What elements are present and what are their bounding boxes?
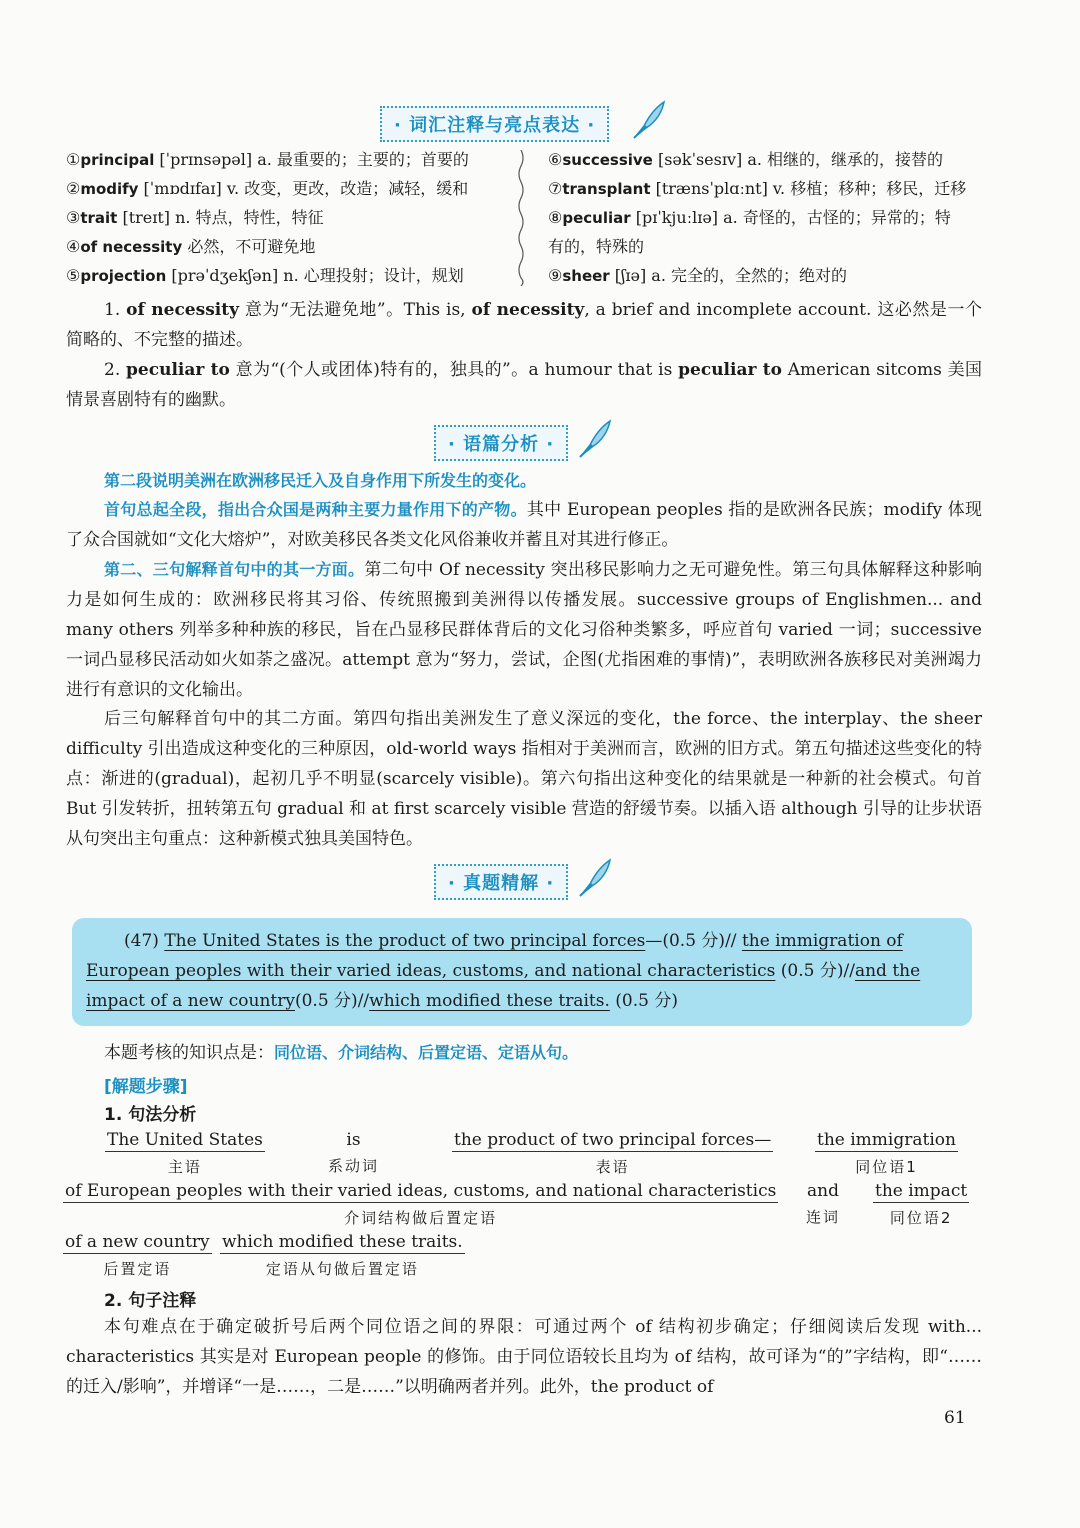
vocab-item: ①principal [ˈprɪnsəpəl] a. 最重要的；主要的；首要的 [66, 150, 469, 169]
steps-label: [解题步骤] [104, 1077, 188, 1097]
step-2-text: 本句难点在于确定破折号后两个同位语之间的界限：可通过两个 of 结构初步确定；仔细阅读后发现 with... characteristics 其实是对 European people 的修饰。由于同位语较长且均为 of 结构，故可译为“的”字结构，即“……的迁入/影响”，并增译“一是……，二是……”以明确两者并列。此外，the product of [66, 1317, 982, 1397]
discourse-para-1: 首句总起全段，指出合众国是两种主要力量作用下的产物。其中 European peoples 指的是欧洲各民族；modify 体现了众合国就如“文化大熔炉”，对欧美移民各类文化风俗兼收并蓄且对其进行修正。 [66, 500, 982, 550]
vocab-item: ⑧peculiar [pɪˈkjuːlɪə] a. 奇怪的，古怪的；异常的；特 [548, 208, 951, 227]
vocab-item: ⑦transplant [trænsˈplɑːnt] v. 移植；移种；移民，迁移 [548, 179, 967, 198]
exam-sentence: (47) The United States is the product of two principal forces—(0.5 分)// the immigration of European peoples with their varied ideas, customs, and national characteristics (0.5 分)//and the impact of a new country(0.5 分)//which modified these traits. (0.5 分) [86, 931, 921, 1011]
discourse-summary: 第二段说明美洲在欧洲移民迁入及自身作用下所发生的变化。 [104, 471, 537, 490]
vocab-heading [380, 106, 609, 142]
quill-pen-icon [576, 419, 612, 459]
syntax-segment: The United States 主语 [107, 1130, 263, 1176]
note-2: 2. peculiar to 意为“(个人或团体)特有的，独具的”。a humour that is peculiar to American sitcoms 美国情景喜剧特有的幽默。 [66, 360, 983, 410]
syntax-segment: which modified these traits. 定语从句做后置定语 [222, 1232, 463, 1278]
syntax-segment: and 连词 [805, 1181, 840, 1226]
vocab-item: ③trait [treɪt] n. 特点，特性，特征 [66, 208, 324, 227]
syntax-segment: of European peoples with their varied ideas, customs, and national characteristics 介词结构做后置定语 [65, 1181, 777, 1227]
discourse-para-3: 后三句解释首句中的其二方面。第四句指出美洲发生了意义深远的变化，the force、the interplay、the sheer difficulty 引出造成这种变化的三种原因，old-world ways 指相对于美洲而言，欧洲的旧方式。第五句描述这些变化的特点：渐进的(gradual)，起初几乎不明显(scarcely visible)。第六句指出这种变化的结果就是一种新的社会模式。句首 But 引发转折，扭转第五句 gradual 和 at first scarcely visible 营造的舒缓节奏。以插入语 although 引导的让步状语从句突出主句重点：这种新模式独具美国特色。 [66, 709, 982, 849]
column-divider [517, 150, 525, 286]
syntax-segment: the product of two principal forces— 表语 [454, 1130, 772, 1176]
vocab-item: ④of necessity 必然，不可避免地 [66, 237, 316, 256]
syntax-segment: is 系动词 [328, 1130, 380, 1175]
page-number: 61 [944, 1408, 966, 1428]
quill-pen-icon [576, 858, 612, 898]
vocab-item: ②modify [ˈmɒdɪfaɪ] v. 改变，更改，改造；减轻，缓和 [66, 179, 469, 198]
discourse-heading-text: · 语篇分析 · [448, 434, 555, 455]
discourse-para-2: 第二、三句解释首句中的其一方面。第二句中 Of necessity 突出移民影响力之无可避免性。第三句具体解释这种影响力是如何生成的：欧洲移民将其习俗、传统照搬到美洲得以传播发展。successive groups of Englishmen... and many others 列举多种种族的移民，旨在凸显移民群体背后的文化习俗种类繁多，呼应首句 varied 一词；successive 一词凸显移民活动如火如荼之盛况。attempt 意为“努力，尝试，企图(尤指困难的事情)”，表明欧洲各族移民对美洲竭力进行有意识的文化输出。 [66, 560, 982, 700]
vocab-heading-text: · 词汇注释与亮点表达 · [394, 115, 596, 136]
note-1: 1. of necessity 意为“无法避免地”。This is, of necessity, a brief and incomplete account. 这必然是一个简略的、不完整的描述。 [66, 300, 983, 350]
discourse-heading [434, 425, 568, 461]
step-1-title: 1. 句法分析 [104, 1105, 197, 1125]
syntax-segment: the immigration 同位语1 [817, 1130, 956, 1176]
vocab-item: ⑨sheer [ʃɪə] a. 完全的，全然的；绝对的 [548, 266, 848, 285]
syntax-segment: the impact 同位语2 [875, 1181, 968, 1227]
exam-heading [434, 864, 568, 900]
vocab-item: ⑤projection [prəˈdʒekʃən] n. 心理投射；设计，规划 [66, 266, 464, 285]
knowledge-points: 本题考核的知识点是：同位语、介词结构、后置定语、定语从句。 [104, 1043, 579, 1063]
vocab-item: ⑥successive [səkˈsesɪv] a. 相继的，继承的，接替的 [548, 150, 944, 169]
vocab-item: 有的，特殊的 [548, 237, 645, 256]
quill-pen-icon [630, 100, 666, 140]
syntax-segment: of a new country 后置定语 [65, 1232, 210, 1278]
exam-heading-text: · 真题精解 · [448, 873, 555, 894]
step-2-title: 2. 句子注释 [104, 1291, 197, 1311]
